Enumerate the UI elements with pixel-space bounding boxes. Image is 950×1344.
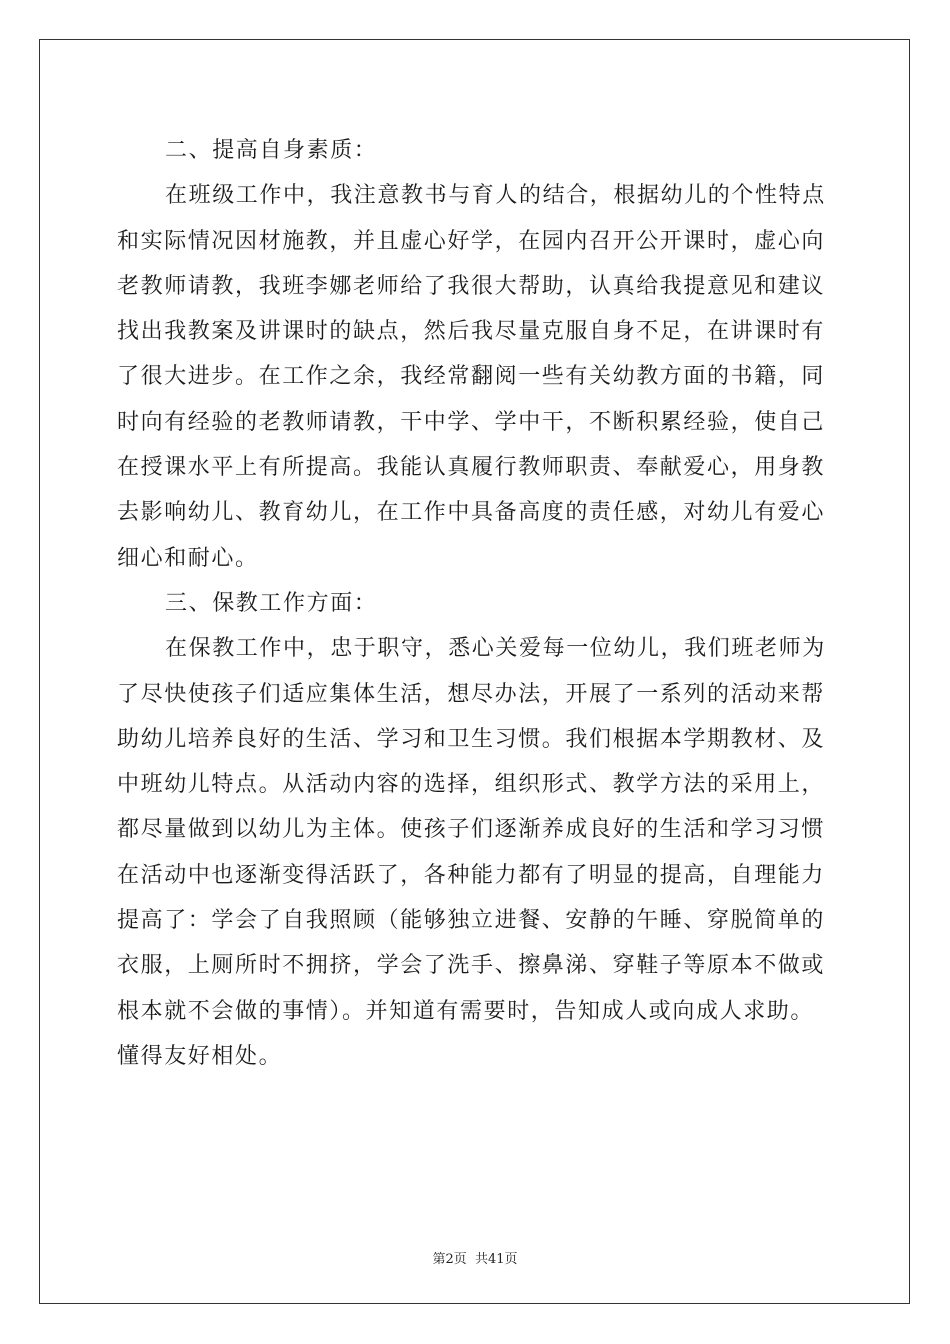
text-line: 根本就不会做的事情）。并知道有需要时，告知成人或向成人求助。 (117, 998, 815, 1024)
text-line: 懂得友好相处。 (117, 1043, 283, 1069)
page-footer (0, 1248, 950, 1267)
text-line: 去影响幼儿、教育幼儿，在工作中具备高度的责任感，对幼儿有爱心 (117, 500, 826, 526)
text-line: 细心和耐心。 (117, 545, 259, 571)
text-line: 时向有经验的老教师请教，干中学、学中干，不断积累经验，使自己 (117, 409, 826, 435)
text-line: 和实际情况因材施教，并且虚心好学，在园内召开公开课时，虚心向 (117, 228, 826, 254)
page-number: 第2页 (432, 1252, 467, 1267)
text-line: 在活动中也逐渐变得活跃了，各种能力都有了明显的提高，自理能力 (117, 862, 826, 888)
text-line: 都尽量做到以幼儿为主体。使孩子们逐渐养成良好的生活和学习习惯 (117, 817, 826, 843)
text-line: 了很大进步。在工作之余，我经常翻阅一些有关幼教方面的书籍，同 (117, 364, 826, 390)
text-line: 在保教工作中，忠于职守，悉心关爱每一位幼儿，我们班老师为 (165, 636, 826, 662)
text-line: 在授课水平上有所提高。我能认真履行教师职责、奉献爱心，用身教 (117, 455, 826, 481)
text-line: 中班幼儿特点。从活动内容的选择，组织形式、教学方法的采用上， (117, 772, 826, 798)
text-line: 找出我教案及讲课时的缺点，然后我尽量克服自身不足，在讲课时有 (117, 319, 826, 345)
text-line: 助幼儿培养良好的生活、学习和卫生习惯。我们根据本学期教材、及 (117, 726, 826, 752)
text-line: 提高了：学会了自我照顾（能够独立进餐、安静的午睡、穿脱简单的 (117, 908, 826, 934)
text-line: 二、提高自身素质： (165, 138, 378, 163)
page-total: 共41页 (474, 1252, 518, 1267)
text-line: 三、保教工作方面： (165, 590, 378, 616)
text-line: 衣服，上厕所时不拥挤，学会了洗手、擦鼻涕、穿鞋子等原本不做或 (117, 953, 826, 979)
text-line: 了尽快使孩子们适应集体生活，想尽办法，开展了一系列的活动来帮 (117, 681, 826, 707)
text-line: 老教师请教，我班李娜老师给了我很大帮助，认真给我提意见和建议 (117, 273, 826, 299)
text-line: 在班级工作中，我注意教书与育人的结合，根据幼儿的个性特点 (165, 183, 826, 209)
document-body (117, 128, 832, 1079)
